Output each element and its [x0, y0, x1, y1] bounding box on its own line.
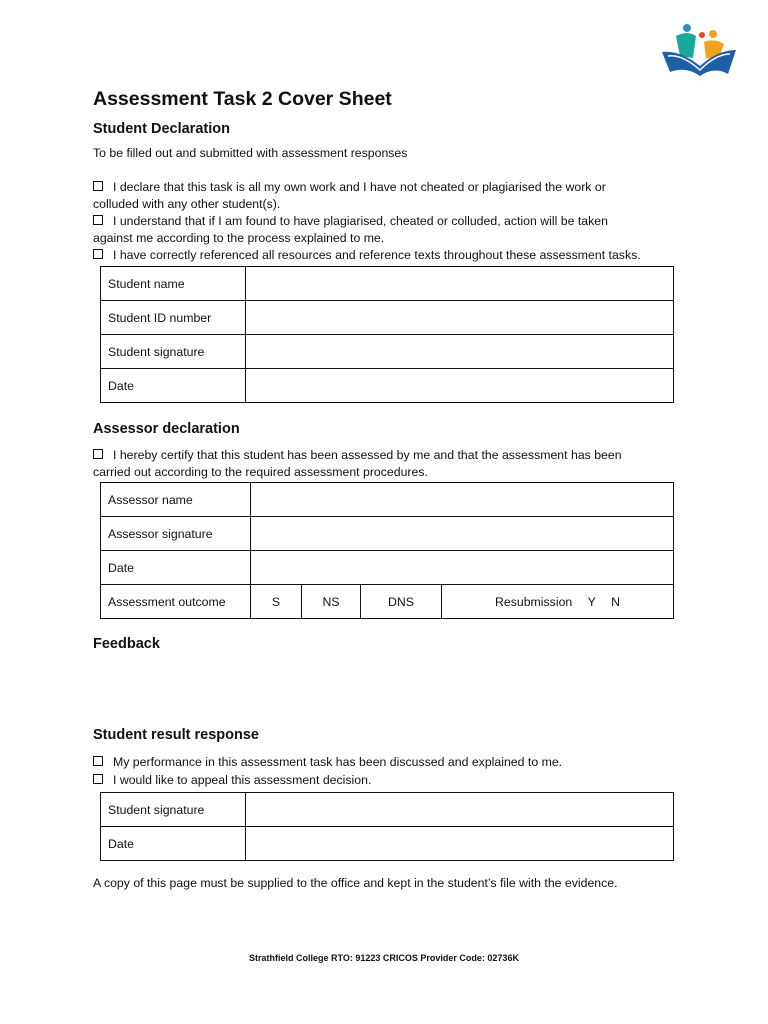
field-label: Student ID number [101, 301, 246, 335]
outcome-option-ns[interactable]: NS [302, 585, 361, 619]
resubmission-label: Resubmission [495, 594, 573, 609]
logo-figure-head-1 [683, 24, 691, 32]
table-row [101, 301, 674, 335]
page-title: Assessment Task 2 Cover Sheet [93, 88, 392, 110]
resubmission-cell [442, 585, 674, 619]
result-item-appeal: I would like to appeal this assessment decision. [93, 772, 371, 789]
table-row [101, 369, 674, 403]
field-label: Assessment outcome [101, 585, 251, 619]
student-declaration-intro: To be filled out and submitted with assessment responses [93, 146, 408, 160]
resubmission-no[interactable]: N [611, 594, 620, 609]
field-label: Date [101, 369, 246, 403]
student-name-field[interactable] [246, 267, 674, 301]
student-result-response-heading: Student result response [93, 727, 259, 743]
checkbox[interactable] [93, 249, 103, 259]
page-footer: Strathfield College RTO: 91223 CRICOS Provider Code: 02736K [249, 953, 519, 963]
student-details-table [100, 266, 674, 403]
table-row [101, 551, 674, 585]
resubmission-yes[interactable]: Y [587, 594, 596, 609]
student-result-table [100, 792, 674, 861]
table-row [101, 585, 674, 619]
result-item-discussed: My performance in this assessment task has been discussed and explained to me. [93, 754, 562, 771]
declaration-item-plagiarism: I understand that if I am found to have plagiarised, cheated or colluded, action will be taken against me according to the process explained to me. [93, 214, 608, 245]
table-row [101, 793, 674, 827]
student-id-field[interactable] [246, 301, 674, 335]
logo-figure-head-3 [699, 32, 705, 38]
table-row [101, 827, 674, 861]
college-logo [660, 22, 740, 78]
field-label: Date [101, 551, 251, 585]
assessor-certify-item: I hereby certify that this student has been assessed by me and that the assessment has been carried out according to the required assessment procedures. [93, 448, 622, 479]
checkbox[interactable] [93, 215, 103, 225]
field-label: Date [101, 827, 246, 861]
assessor-name-field[interactable] [251, 483, 674, 517]
table-row [101, 483, 674, 517]
field-label: Assessor name [101, 483, 251, 517]
result-signature-field[interactable] [246, 793, 674, 827]
field-label: Student signature [101, 793, 246, 827]
field-label: Student name [101, 267, 246, 301]
table-row [101, 335, 674, 369]
outcome-option-s[interactable]: S [251, 585, 302, 619]
closing-note: A copy of this page must be supplied to the office and kept in the student’s file with the evidence. [93, 876, 618, 890]
outcome-option-dns[interactable]: DNS [361, 585, 442, 619]
table-row [101, 267, 674, 301]
checkbox[interactable] [93, 774, 103, 784]
student-date-field[interactable] [246, 369, 674, 403]
assessor-signature-field[interactable] [251, 517, 674, 551]
checkbox[interactable] [93, 449, 103, 459]
student-declaration-heading: Student Declaration [93, 121, 230, 137]
field-label: Assessor signature [101, 517, 251, 551]
declaration-item-own-work: I declare that this task is all my own work and I have not cheated or plagiarised the work or colluded with any other student(s). [93, 180, 606, 211]
assessor-date-field[interactable] [251, 551, 674, 585]
feedback-heading: Feedback [93, 636, 160, 652]
declaration-item-references: I have correctly referenced all resources and reference texts throughout these assessment tasks. [93, 247, 641, 264]
result-date-field[interactable] [246, 827, 674, 861]
assessor-details-table [100, 482, 674, 619]
assessor-declaration-heading: Assessor declaration [93, 421, 240, 437]
checkbox[interactable] [93, 756, 103, 766]
table-row [101, 517, 674, 551]
logo-figure-head-2 [709, 30, 717, 38]
field-label: Student signature [101, 335, 246, 369]
checkbox[interactable] [93, 181, 103, 191]
student-signature-field[interactable] [246, 335, 674, 369]
